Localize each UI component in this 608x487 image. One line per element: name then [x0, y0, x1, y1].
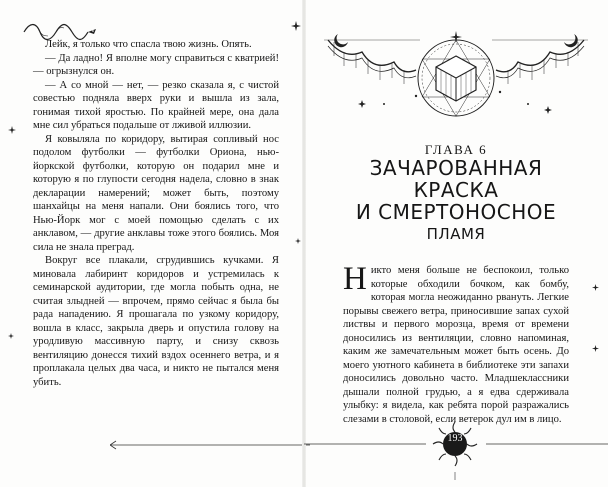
star-ornament-icon — [8, 126, 16, 134]
left-page-text — [33, 38, 279, 389]
chapter-header-ornament — [304, 0, 608, 130]
chapter-title-line: КРАСКА — [413, 178, 499, 202]
chapter-title-line: ЗАЧАРОВАННАЯ — [369, 156, 543, 180]
star-ornament-icon — [8, 333, 14, 339]
paragraph — [343, 261, 569, 426]
paragraph: Лейк, я только что спасла твою жизнь. Опять. — [45, 39, 252, 50]
paragraph-text: икто меня больше не беспокоил, только которые обходили бочком, как бомбу, которая могла неожиданно рвануть. Легкие порывы свежего ветра, приносившие запах сухой листвы и первого морозца, время от времени доносились из вентиляции, словно напоминая, каким же замечательным может быть осень. До моего уютного кабинета в библиотеке эти запахи доносились довольно часто. Младшеклассники дышали полной грудью, а я едва сдерживала улыбку: я видела, как ребята порой разражались слезами в столовой, если ветерок дул им в лицо. — [343, 265, 569, 425]
page-number: 193 — [447, 433, 463, 444]
chapter-title — [304, 157, 608, 245]
paragraph: Я ковыляла по коридору, вытирая сопливый нос подолом футболки — футболки Ориона, нью-йоркской футболки, которую он подарил мне и которую я по глупости сегодня надела, словно в знак декларации намерений; может быть, поэтому шанхайцы на меня напали. Они боялись того, что Нью-Йорк мог с моей помощью сделать с их анклавом, — другие анклавы тоже этого боялись. Моя сила не знала преград. — [33, 133, 279, 253]
star-ornament-icon — [592, 345, 599, 352]
chapter-label: ГЛАВА 6 — [424, 142, 488, 157]
star-ornament-icon — [291, 21, 301, 31]
page-number-ornament — [304, 420, 608, 480]
paragraph: Вокруг все плакали, сгрудившись кучками. Я миновала лабиринт коридоров и устремилась к семинарской аудитории, где могла побыть одна, не считая злыдней — впрочем, прямо сейчас я была бы рада нападению. Я прошагала по узкому коридору, вошла в класс, закрыла дверь и опустила голову на уродливую массивную парту, и снизу сквозь вентиляцию донесся тихий вздох осеннего ветра, и я проплакала целых два часа, и никто не пытался меня убить. — [33, 255, 279, 388]
chapter-title-line: И СМЕРТОНОСНОЕ — [355, 200, 557, 224]
footer-divider-line — [110, 440, 310, 450]
star-ornament-icon — [295, 238, 301, 244]
right-page-text — [343, 261, 569, 426]
paragraph: — А со мной — нет, — резко сказала я, с чистой совестью подняла вверх руки и вышла из зала, гонимая тихой яростью. По крайней мере, она дала мне сил убраться подальше от лживой иллюзии. — [33, 79, 279, 131]
paragraph: — Да ладно! Я вполне могу справиться с кватрией! — огрызнулся он. — [33, 52, 279, 77]
drop-cap: Н — [343, 261, 367, 297]
star-ornament-icon — [592, 284, 599, 291]
chapter-title-line: ПЛАМЯ — [426, 225, 486, 243]
